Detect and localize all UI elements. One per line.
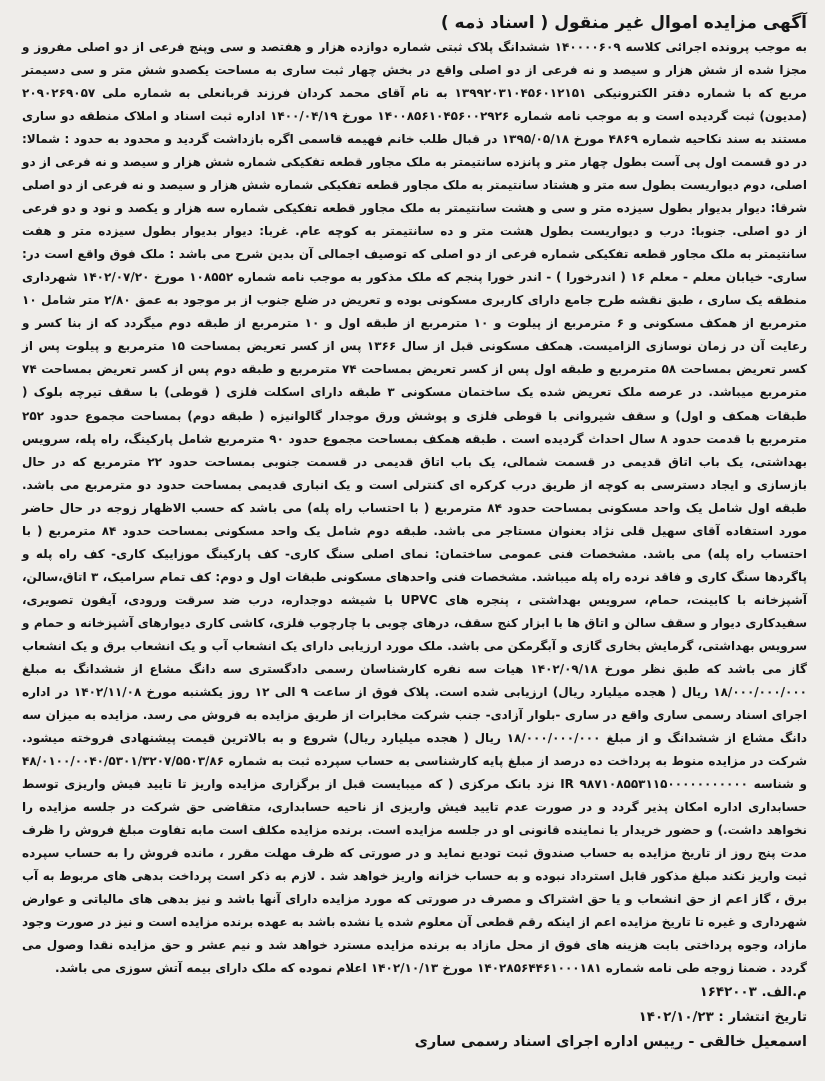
notice-title: آگهی مزایده اموال غیر منقول ( اسناد ذمه ) [440,13,807,33]
notice-footer [22,980,807,1055]
reference-code: م.الف. ۱۶۴۲۰۰۳ [699,985,807,1001]
publish-date: تاریخ انتشار : ۱۴۰۲/۱۰/۲۳ [638,1010,807,1026]
notice-body: به موجب پرونده اجرائی کلاسه ۱۴۰۰۰۰۶۰۹ ششدانگ پلاک ثبتی شماره دوازده هزار و هفتصد و سی وپنج فرعی از دو اصلی مفروز و مجزا شده از شش هزار و سیصد و نه فرعی از دو اصلی واقع در بخش چهار ثبت ساری به مساحت یکصدو شش متر و سی دسیمتر مربع که با شماره دفتر الکترونیکی ۱۳۹۹۲۰۳۱۰۴۵۶۰۱۲۱۵۱ به نام آقای محمد کردان فرزند قربانعلی به شماره ملی ۲۰۹۰۲۶۹۰۵۷ (مدیون) ثبت گردیده است و به موجب نامه شماره ۱۴۰۰۸۵۶۱۰۴۵۶۰۰۲۹۲۶ مورخ ۱۴۰۰/۰۴/۱۹ اداره ثبت اسناد و املاک منطقه دو ساری مستند به سند نکاحیه شماره ۴۸۶۹ مورخ ۱۳۹۵/۰۵/۱۸ در قبال طلب خانم فهیمه قاسمی اگره بازداشت گردید و محدود به حدود : شمالا: در دو قسمت اول پی آست بطول چهار متر و پانزده سانتیمتر به ملک مجاور قطعه تفکیکی شماره شش هزار و سیصد و نه فرعی از دو اصلی، دوم دیواریست بطول سه متر و هشتاد سانتیمتر به ملک مجاور قطعه تفکیکی شماره شش هزار و سیصد و نه فرعی از دو اصلی شرقا: دیوار بدیوار بطول سیزده متر و سی و هشت سانتیمتر به ملک مجاور قطعه تفکیکی شماره سه هزار و یکصد و نود و دو فرعی از دو اصلی. جنوبا: درب و دیواریست بطول هشت متر و ده سانتیمتر به کوچه عام. غربا: دیوار بدیوار بطول سیزده متر و هفت سانتیمتر به ملک مجاور قطعه تفکیکی شماره فرعی از دو اصلی که توصیف اجمالی آن بدین شرح می باشد : ملک فوق واقع است در: ساری- خیابان معلم - معلم ۱۶ ( اندرخورا ) - اندر خورا پنجم که ملک مذکور به موجب نامه شماره ۱۰۸۵۵۲ مورخ ۱۴۰۲/۰۷/۲۰ شهرداری منطقه یک ساری ، طبق نقشه طرح جامع دارای کاربری مسکونی بوده و تعریض در ضلع جنوب از بر موجود به عمق ۲/۸۰ متر شامل ۱۰ مترمربع از همکف مسکونی و ۶ مترمربع از پیلوت و ۱۰ مترمربع از طبقه اول و ۱۰ مترمربع از طبقه دوم میگردد که از بنا کسر و رعایت آن در زمان نوسازی الزامیست. همکف مسکونی قبل از سال ۱۳۶۶ پس از کسر تعریض بمساحت ۱۵ مترمربع و پیلوت پس از کسر تعریض بمساحت ۵۸ مترمربع و طبقه اول پس از کسر تعریض بمساحت ۷۴ مترمربع و طبقه دوم پس از کسر تعریض بمساحت ۷۴ مترمربع میباشد. در عرصه ملک تعریض شده یک ساختمان مسکونی ۳ طبقه دارای اسکلت فلزی ( قوطی) با سقف تیرچه بلوک ( طبقات همکف و اول) و سقف شیروانی با قوطی فلزی و پوشش ورق موجدار گالوانیزه ( طبقه دوم) بمساحت مجموع حدود ۲۵۲ مترمربع با قدمت حدود ۸ سال احداث گردیده است . طبقه همکف بمساحت مجموع حدود ۹۰ مترمربع شامل پارکینگ، راه پله، سرویس بهداشتی، یک باب اتاق قدیمی در قسمت شمالی، یک باب اتاق قدیمی در قسمت جنوبی بمساحت حدود ۲۲ مترمربع که در حال بازسازی و ایجاد دسترسی به کوچه از طریق درب کرکره ای کنترلی است و یک انباری قدیمی بمساحت حدود دو مترمربع می باشد. طبقه اول شامل یک واحد مسکونی بمساحت حدود ۸۴ مترمربع ( با احتساب راه پله) می باشد که حسب الاظهار زوجه در حال حاضر مورد استفاده آقای سهیل قلی نژاد بعنوان مستاجر می باشد. طبقه دوم شامل یک واحد مسکونی بمساحت حدود ۸۴ مترمربع ( با احتساب راه پله) می باشد. مشخصات فنی عمومی ساختمان: نمای اصلی سنگ کاری- کف پارکینگ موزاییک کاری- کف راه پله و پاگردها سنگ کاری و فاقد نرده راه پله میباشد. مشخصات فنی واحدهای مسکونی طبقات اول و دوم: کف تمام سرامیک، ۳ اتاق،سالن، آشپزخانه با کابینت، حمام، سرویس بهداشتی ، پنجره های UPVC با شیشه دوجداره، درب ضد سرقت ورودی، آیفون تصویری، سفیدکاری دیوار و سقف سالن و اتاق ها با ابزار کنج سقف، درهای چوبی با چارچوب فلزی، کاشی کاری دیوارهای آشپزخانه و حمام و سرویس بهداشتی، گرمایش بخاری گازی و آبگرمکن می باشد. ملک مورد ارزیابی دارای یک انشعاب آب و یک انشعاب برق و یک انشعاب گاز می باشد که طبق نظر مورخ ۱۴۰۲/۰۹/۱۸ هیات سه نفره کارشناسان رسمی دادگستری سه دانگ مشاع از ششدانگ به مبلغ ۱۸/۰۰۰/۰۰۰/۰۰۰ ریال ( هجده میلیارد ریال) ارزیابی شده است. پلاک فوق از ساعت ۹ الی ۱۲ روز یکشنبه مورخ ۱۴۰۲/۱۱/۰۸ در اداره اجرای اسناد رسمی ساری واقع در ساری -بلوار آزادی- جنب شرکت مخابرات از طریق مزایده به فروش می رسد. مزایده به میزان سه دانگ مشاع از ششدانگ و از مبلغ ۱۸/۰۰۰/۰۰۰/۰۰۰ ریال ( هجده میلیارد ریال) شروع و به بالاترین قیمت پیشنهادی فروخته میشود. شرکت در مزایده منوط به پرداخت ده درصد از مبلغ پایه کارشناسی به حساب سپرده ثبت به شماره ۴۸/۰۱۰۰/۰۰۴۰/۵۳۰۱/۳۲۰۷/۵۵۰۳/۸۶ و شناسه IR ۹۸۷۱۰۸۵۵۳۱۱۵۰۰۰۰۰۰۰۰۰۰۰ نزد بانک مرکزی ( که میبایست قبل از برگزاری مزایده واریز تا تایید فیش واریزی توسط حسابداری اداره امکان پذیر گردد و در صورت عدم تایید فیش واریزی از ناحیه حسابداری، متقاضی حق شرکت در جلسه مزایده را نخواهد داشت.) و حضور خریدار یا نماینده قانونی او در جلسه مزایده است. برنده مزایده مکلف است مابه تفاوت مبلغ فروش را ظرف مدت پنج روز از تاریخ مزایده به حساب صندوق ثبت تودیع نماید و در صورتی که ظرف مهلت مقرر ، مانده فروش را به حساب سپرده ثبت واریز نکند مبلغ مذکور قابل استرداد نبوده و به حساب خزانه واریز خواهد شد . لازم به ذکر است پرداخت بدهی های مربوط به آب برق ، گاز اعم از حق انشعاب و یا حق اشتراک و مصرف در صورتی که مورد مزایده دارای آنها باشد و نیز بدهی های مالیاتی و عوارض شهرداری و غیره تا تاریخ مزایده اعم از اینکه رقم قطعی آن معلوم شده یا نشده باشد به عهده برنده مزایده است و نیز در صورت وجود مازاد، وجوه پرداختی بابت هزینه های فوق از محل مازاد به برنده مزایده مسترد خواهد شد و نیم عشر و حق مزایده نقدا وصول می گردد . ضمنا زوجه طی نامه شماره ۱۴۰۲۸۵۶۴۴۶۱۰۰۰۱۸۱ مورخ ۱۴۰۲/۱۰/۱۳ اعلام نموده که ملک دارای بیمه آتش سوزی می باشد. [22,40,808,976]
signature-line: اسمعیل خالقی - رییس اداره اجرای اسناد رسمی ساری [414,1034,807,1051]
